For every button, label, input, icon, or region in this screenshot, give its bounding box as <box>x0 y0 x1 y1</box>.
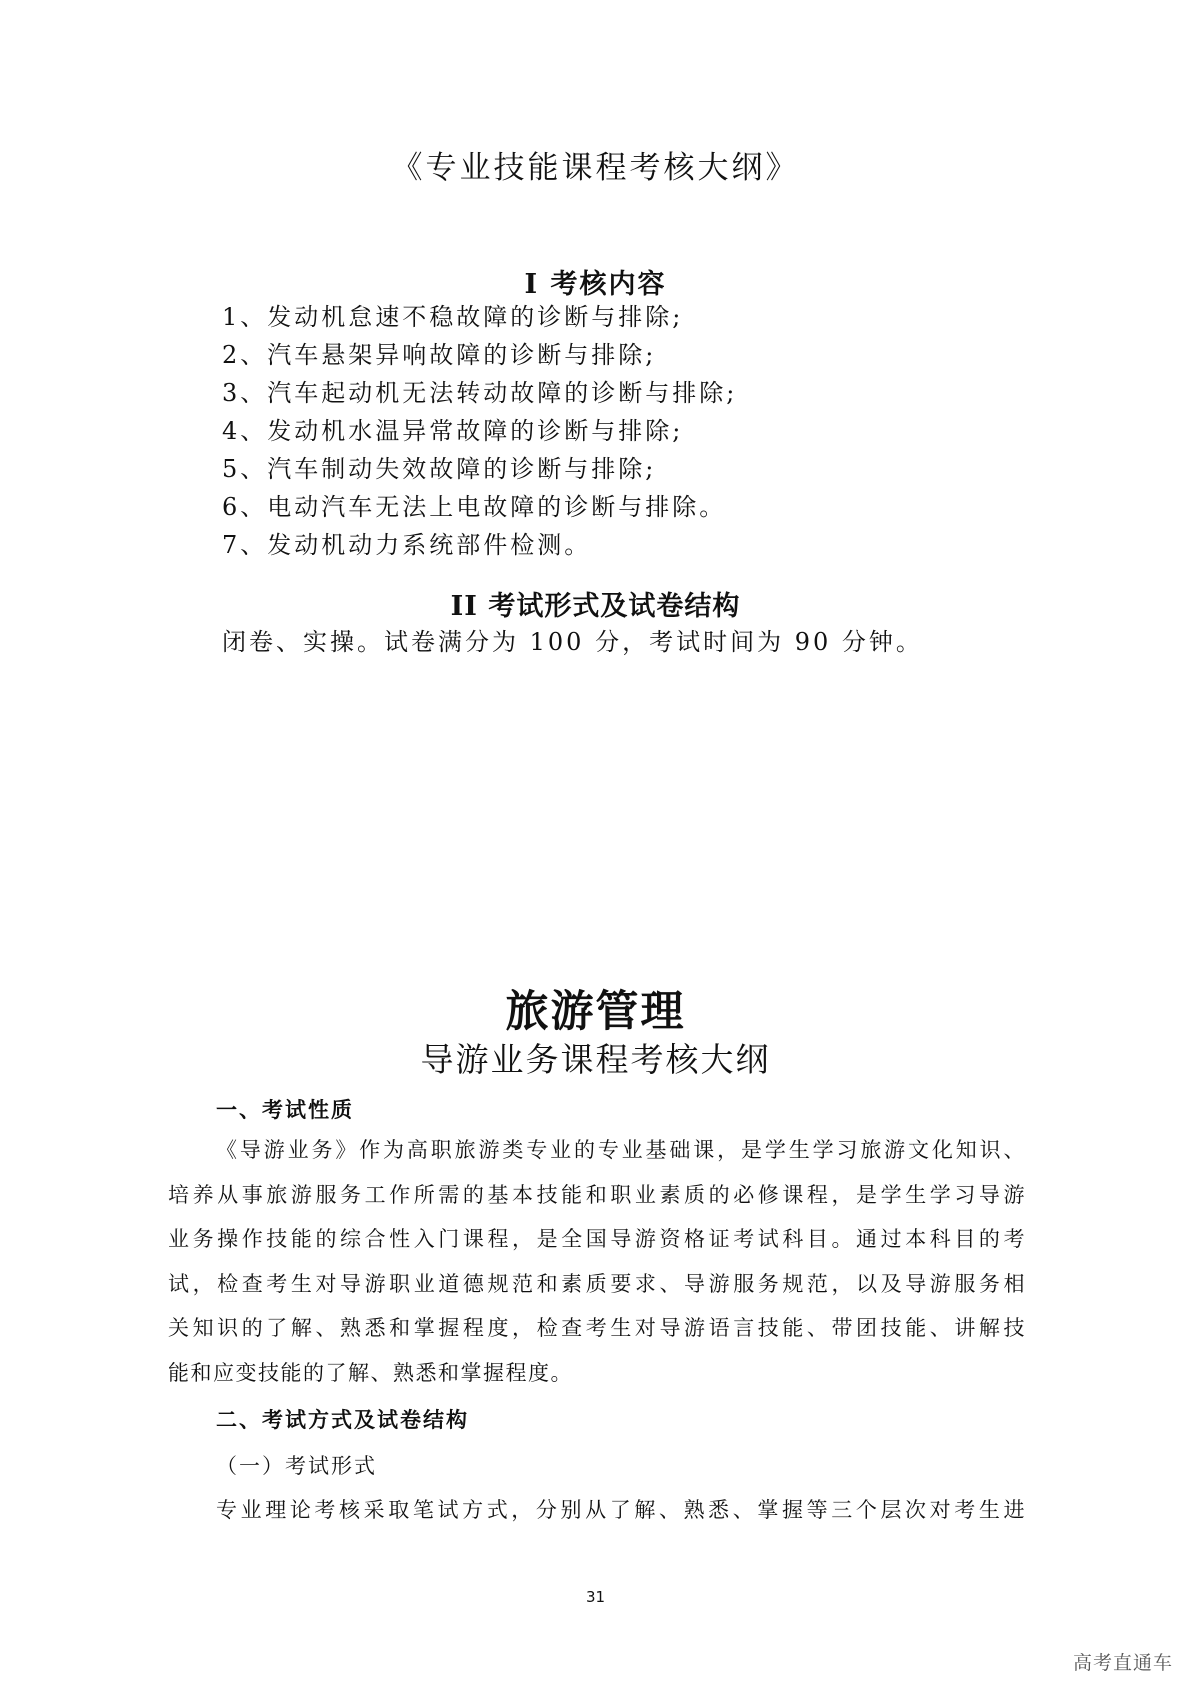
heading-exam-format: II 考试形式及试卷结构 <box>450 591 741 622</box>
document-title: 《专业技能课程考核大纲》 <box>391 150 800 186</box>
subheading-exam-form: （一）考试形式 <box>216 1454 377 1478</box>
paragraph-line: 业务操作技能的综合性入门课程，是全国导游资格证考试科目。通过本科目的考 <box>168 1227 1026 1252</box>
list-item: 4、发动机水温异常故障的诊断与排除; <box>222 417 684 445</box>
course-title: 导游业务课程考核大纲 <box>420 1040 771 1079</box>
exam-form-text: 专业理论考核采取笔试方式，分别从了解、熟悉、掌握等三个层次对考生进 <box>216 1498 1026 1522</box>
paragraph-line: 试，检查考生对导游职业道德规范和素质要求、导游服务规范，以及导游服务相 <box>168 1271 1026 1296</box>
heading-exam-content: I 考核内容 <box>524 269 667 300</box>
list-item: 1、发动机怠速不稳故障的诊断与排除; <box>222 303 684 331</box>
list-item: 2、汽车悬架异响故障的诊断与排除; <box>222 341 657 369</box>
exam-format-text: 闭卷、实操。试卷满分为 100 分，考试时间为 90 分钟。 <box>222 628 923 656</box>
paragraph-line: 培养从事旅游服务工作所需的基本技能和职业素质的必修课程，是学生学习导游 <box>168 1182 1026 1207</box>
major-title: 旅游管理 <box>505 987 686 1037</box>
watermark-text: 高考直通车 <box>1072 1652 1173 1674</box>
list-item: 7、发动机动力系统部件检测。 <box>222 531 592 559</box>
heading-exam-nature: 一、考试性质 <box>216 1098 354 1122</box>
paragraph-line: 《导游业务》作为高职旅游类专业的专业基础课，是学生学习旅游文化知识、 <box>216 1138 1026 1162</box>
list-item: 6、电动汽车无法上电故障的诊断与排除。 <box>222 493 727 521</box>
paragraph-line: 关知识的了解、熟悉和掌握程度，检查考生对导游语言技能、带团技能、讲解技 <box>168 1316 1026 1341</box>
exam-nature-paragraph <box>168 1128 1026 1396</box>
page-number: 31 <box>585 1588 606 1606</box>
list-item: 3、汽车起动机无法转动故障的诊断与排除; <box>222 379 738 407</box>
paragraph-line: 能和应变技能的了解、熟悉和掌握程度。 <box>168 1360 573 1385</box>
exam-content-list <box>222 298 737 564</box>
heading-exam-method: 二、考试方式及试卷结构 <box>216 1408 469 1432</box>
list-item: 5、汽车制动失效故障的诊断与排除; <box>222 455 657 483</box>
